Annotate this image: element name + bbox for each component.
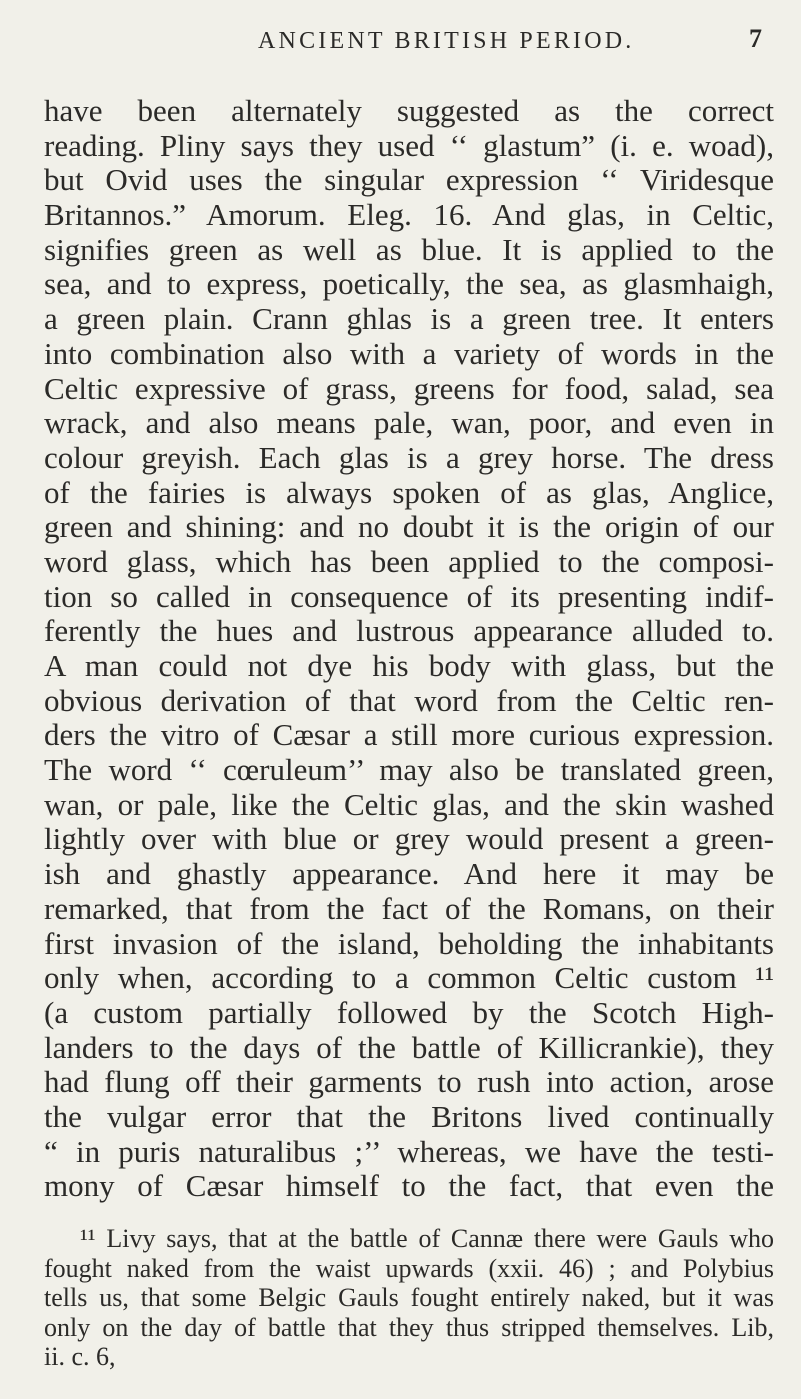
text-line: of the fairies is always spoken of as glas, Anglice, xyxy=(44,475,774,510)
text-line: The word ‘‘ cœruleum’’ may also be translated green, xyxy=(44,753,774,788)
text-line: landers to the days of the battle of Killicrankie), they xyxy=(44,1030,774,1065)
text-line: signifies green as well as blue. It is applied to the xyxy=(44,232,774,267)
text-line: lightly over with blue or grey would present a green- xyxy=(44,822,774,857)
footnote-line: fought naked from the waist upwards (xxii. 46) ; and Polybius xyxy=(44,1253,774,1283)
text-line: tion so called in consequence of its presenting indif- xyxy=(44,579,774,614)
page-header xyxy=(258,22,768,58)
text-line: have been alternately suggested as the correct xyxy=(44,94,774,128)
text-line: colour greyish. Each glas is a grey horse. The dress xyxy=(44,440,774,475)
page-number: 7 xyxy=(749,24,762,53)
footnote-line: ¹¹ Livy says, that at the battle of Cannæ there were Gauls who xyxy=(80,1224,774,1253)
text-line: wan, or pale, like the Celtic glas, and the skin washed xyxy=(44,787,774,822)
text-line: ferently the hues and lustrous appearance alluded to. xyxy=(44,614,774,649)
text-line: reading. Pliny says they used ‘‘ glastum” (i. e. woad), xyxy=(44,128,774,163)
text-line: green and shining: and no doubt it is the origin of our xyxy=(44,510,774,545)
text-line: but Ovid uses the singular expression ‘‘ Viridesque xyxy=(44,163,774,198)
footnote-line: tells us, that some Belgic Gauls fought entirely naked, but it was xyxy=(44,1283,774,1312)
footnote xyxy=(44,1224,774,1372)
running-title: ANCIENT BRITISH PERIOD. xyxy=(258,28,635,54)
text-line: ish and ghastly appearance. And here it may be xyxy=(44,857,774,892)
text-line: a green plain. Crann ghlas is a green tree. It enters xyxy=(44,302,774,337)
text-line: word glass, which has been applied to the composi- xyxy=(44,544,774,579)
text-line: (a custom partially followed by the Scotch High- xyxy=(44,995,774,1030)
text-line: first invasion of the island, beholding the inhabitants xyxy=(44,926,774,961)
text-line: sea, and to express, poetically, the sea, as glasmhaigh, xyxy=(44,267,774,302)
footnote-line: ii. c. 6, xyxy=(44,1342,116,1371)
text-line: the vulgar error that the Britons lived continually xyxy=(44,1099,774,1134)
text-line: Britannos.” Amorum. Eleg. 16. And glas, in Celtic, xyxy=(44,198,774,233)
text-line: had flung off their garments to rush into action, arose xyxy=(44,1065,774,1100)
text-line: A man could not dye his body with glass, but the xyxy=(44,649,774,683)
text-line: wrack, and also means pale, wan, poor, and even in xyxy=(44,406,774,441)
body-text xyxy=(44,94,774,1204)
text-line: mony of Cæsar himself to the fact, that even the xyxy=(44,1169,774,1204)
text-line: into combination also with a variety of words in the xyxy=(44,336,774,371)
text-line: ders the vitro of Cæsar a still more curious expression. xyxy=(44,718,774,753)
text-line: “ in puris naturalibus ;’’ whereas, we have the testi- xyxy=(44,1134,774,1169)
footnote-line: only on the day of battle that they thus stripped themselves. Lib, xyxy=(44,1312,774,1342)
text-line: remarked, that from the fact of the Romans, on their xyxy=(44,891,774,926)
text-line: obvious derivation of that word from the Celtic ren- xyxy=(44,683,774,718)
text-line: Celtic expressive of grass, greens for food, salad, sea xyxy=(44,371,774,406)
text-line: only when, according to a common Celtic custom ¹¹ xyxy=(44,961,774,996)
